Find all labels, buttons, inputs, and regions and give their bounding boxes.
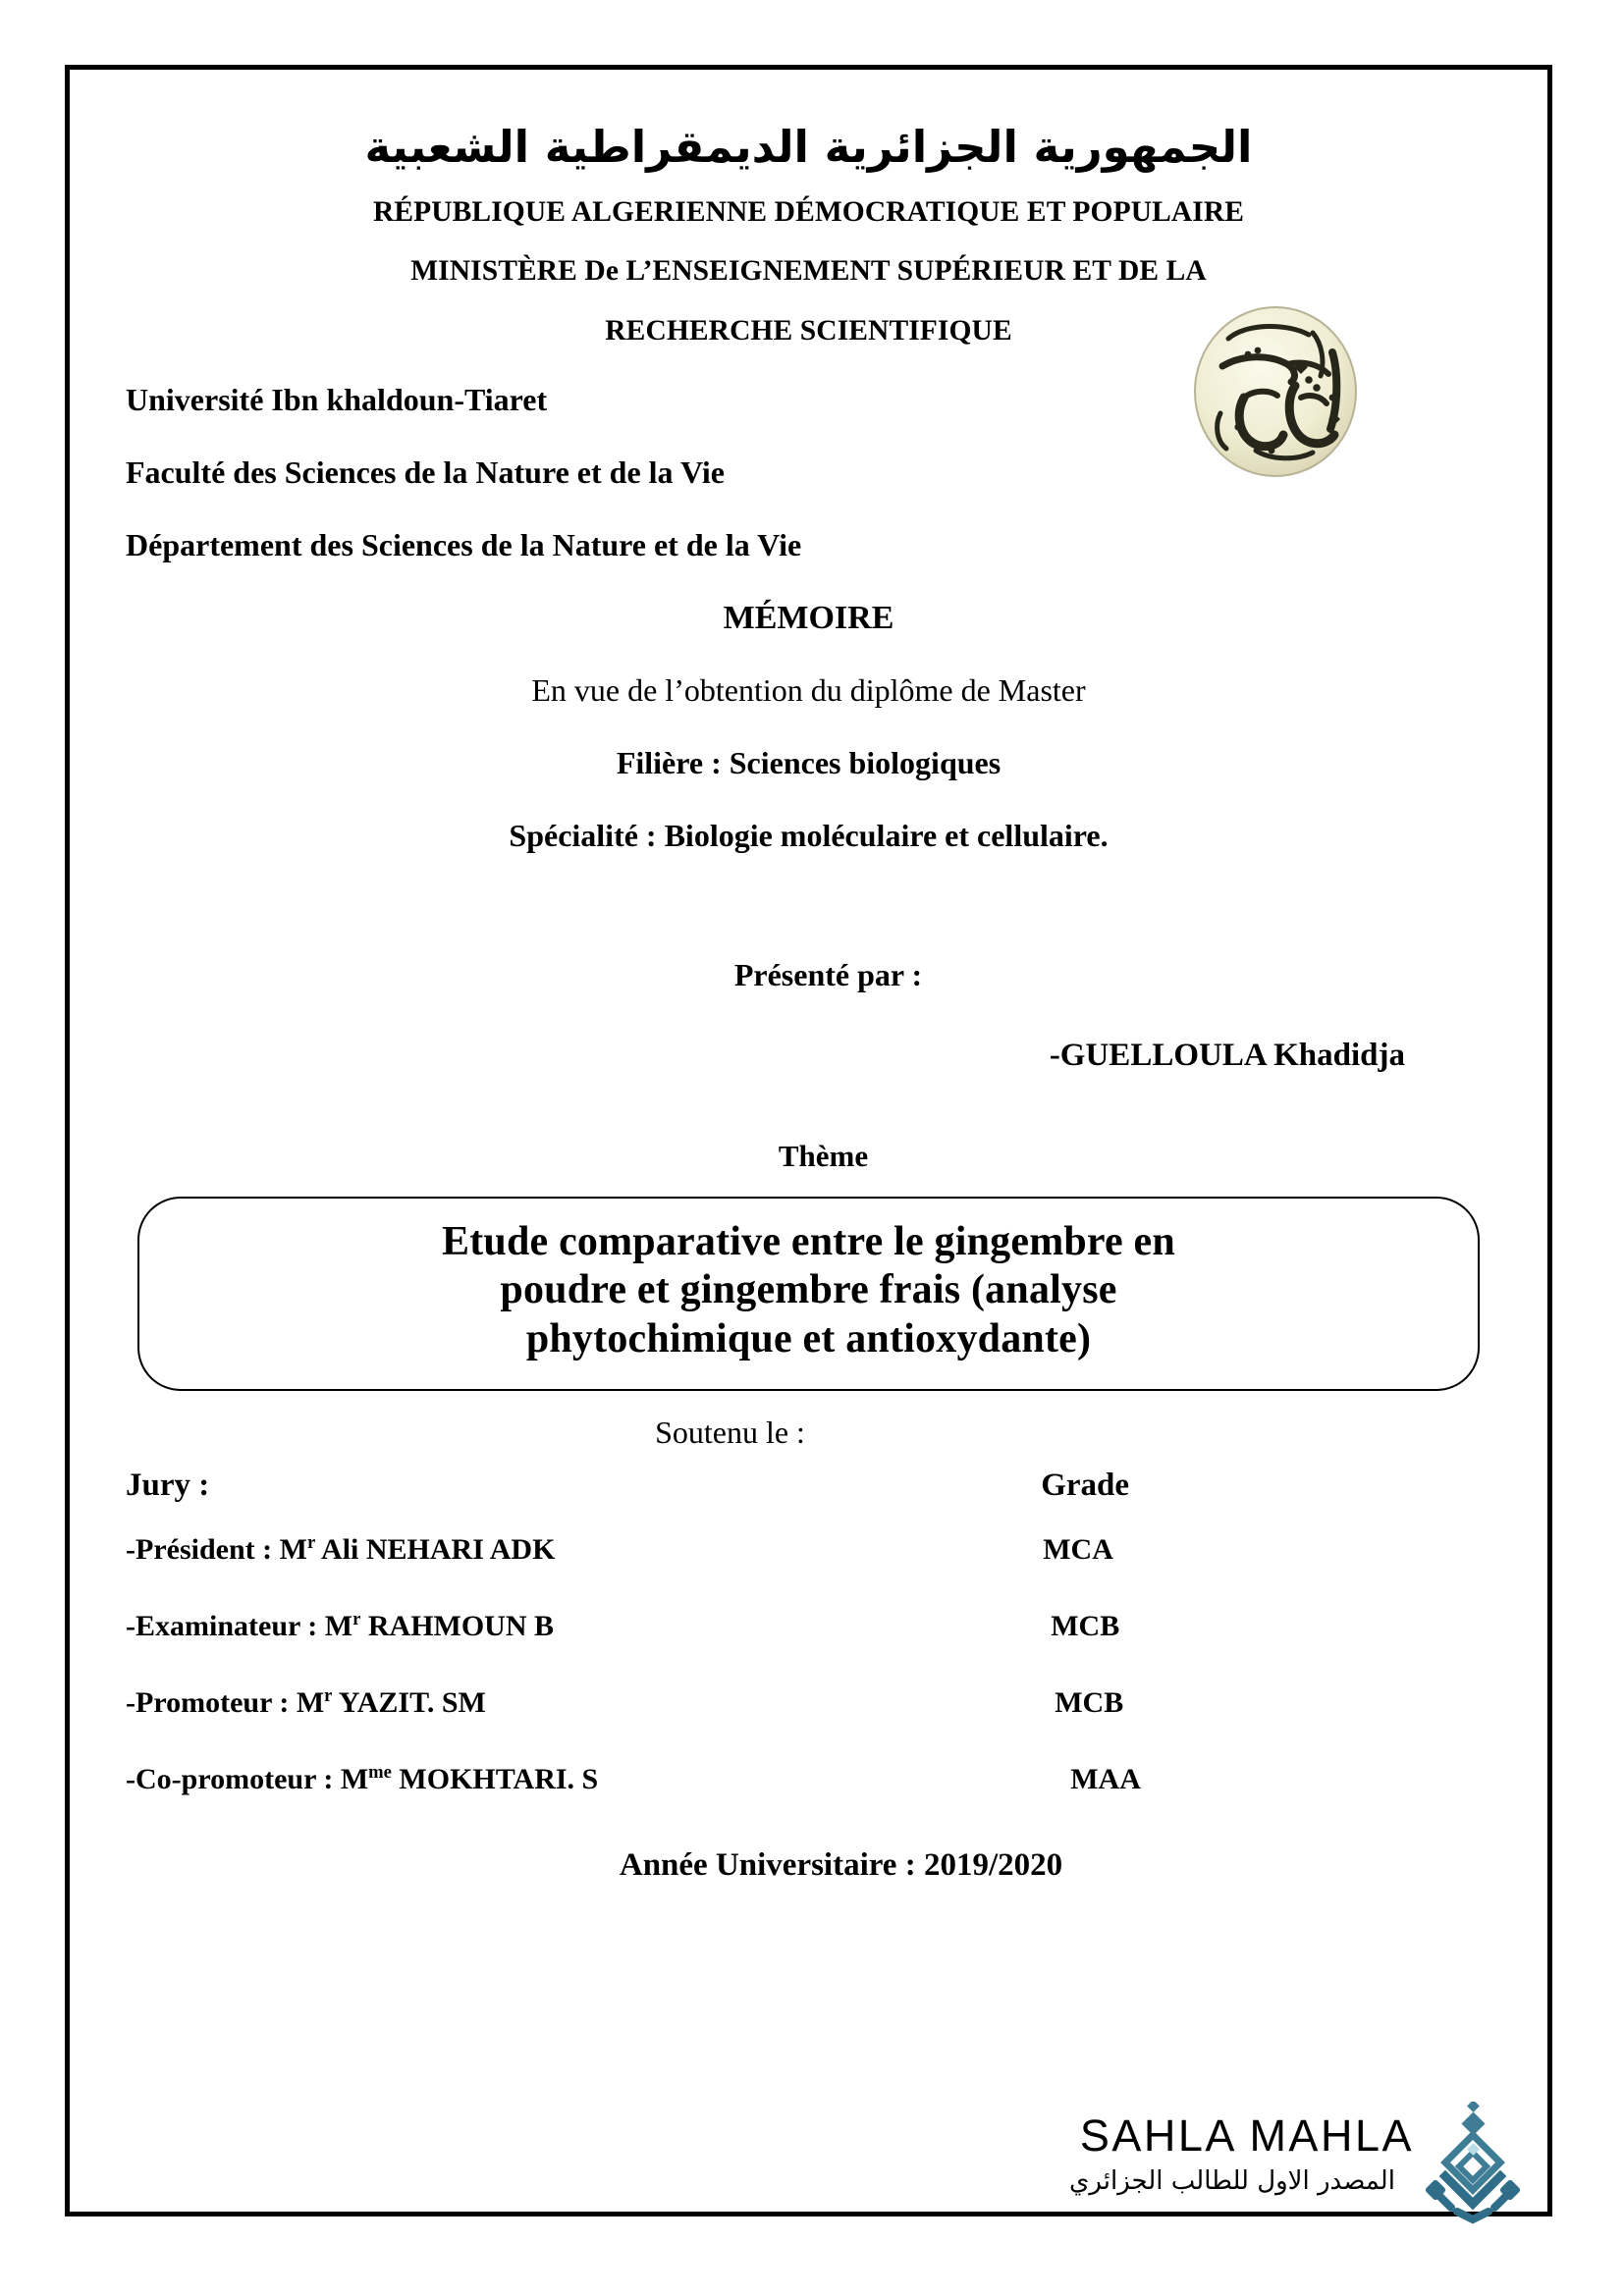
jury-role-promoteur-sup: r bbox=[324, 1685, 333, 1707]
jury-row-co-promoteur bbox=[126, 1718, 1491, 1794]
jury-role-examinateur bbox=[126, 1565, 1000, 1641]
degree-purpose: En vue de l’obtention du diplôme de Master bbox=[531, 671, 1086, 708]
cover-content bbox=[65, 65, 1552, 2216]
defense-date-label: Soutenu le : bbox=[655, 1415, 805, 1451]
jury-role-president-prefix: -Président : M bbox=[126, 1533, 307, 1567]
jury-grade-examinateur: MCB bbox=[1051, 1610, 1120, 1643]
jury-table-header-row bbox=[126, 1469, 1491, 1502]
jury-header-label: Jury : bbox=[126, 1468, 210, 1504]
faculty-name: Faculté des Sciences de la Nature et de la Vie bbox=[126, 454, 725, 490]
ministry-line-2: RECHERCHE SCIENTIFIQUE bbox=[605, 315, 1012, 347]
jury-grade-co-promoteur: MAA bbox=[1070, 1763, 1141, 1796]
presented-by-label: Présenté par : bbox=[733, 956, 923, 992]
jury-role-co-promoteur-sup: me bbox=[368, 1762, 392, 1784]
watermark-tagline-text: المصدر الاول للطالب الجزائري bbox=[1069, 2166, 1395, 2196]
jury-role-examinateur-sup: r bbox=[352, 1609, 361, 1630]
jury-role-promoteur-prefix: -Promoteur : M bbox=[126, 1686, 325, 1720]
jury-role-promoteur-suffix: YAZIT. SM bbox=[332, 1686, 486, 1720]
degree-specialite: Spécialité : Biologie moléculaire et cellulaire. bbox=[509, 817, 1109, 853]
jury-grade-promoteur: MCB bbox=[1055, 1686, 1124, 1720]
jury-row-promoteur bbox=[126, 1641, 1491, 1718]
jury-role-co-promoteur-suffix: MOKHTARI. S bbox=[391, 1763, 599, 1796]
sahla-mahla-logo-icon bbox=[1422, 2102, 1524, 2225]
jury-table bbox=[126, 1469, 1491, 1794]
jury-grade-president: MCA bbox=[1043, 1533, 1113, 1567]
jury-role-examinateur-suffix: RAHMOUN B bbox=[360, 1610, 555, 1643]
jury-row-examinateur bbox=[126, 1565, 1491, 1641]
author-name: -GUELLOULA Khadidja bbox=[1049, 1037, 1405, 1073]
jury-role-president-sup: r bbox=[306, 1532, 316, 1554]
thesis-title-line-2: poudre et gingembre frais (analyse bbox=[500, 1267, 1117, 1313]
jury-row-president bbox=[126, 1502, 1491, 1565]
arabic-republic-title: الجمهورية الجزائرية الديمقراطية الشعبية bbox=[364, 121, 1253, 173]
academic-year: Année Universitaire : 2019/2020 bbox=[619, 1847, 1063, 1884]
republic-line: RÉPUBLIQUE ALGERIENNE DÉMOCRATIQUE ET POPULAIRE bbox=[372, 196, 1245, 229]
grade-header-label: Grade bbox=[1041, 1468, 1130, 1504]
memoire-heading: MÉMOIRE bbox=[723, 599, 894, 636]
jury-role-co-promoteur-prefix: -Co-promoteur : M bbox=[126, 1763, 369, 1796]
jury-role-promoteur bbox=[126, 1641, 1000, 1718]
thesis-title-line-1: Etude comparative entre le gingembre en bbox=[442, 1218, 1175, 1264]
ministry-line-1: MINISTÈRE De L’ENSEIGNEMENT SUPÉRIEUR ET DE LA bbox=[410, 254, 1207, 287]
jury-role-president-suffix: Ali NEHARI ADK bbox=[315, 1533, 556, 1567]
jury-role-president bbox=[126, 1502, 1000, 1565]
theme-box bbox=[137, 1197, 1480, 1392]
theme-label: Thème bbox=[778, 1138, 869, 1173]
jury-role-examinateur-prefix: -Examinateur : M bbox=[126, 1610, 353, 1643]
university-name: Université Ibn khaldoun-Tiaret bbox=[126, 381, 548, 417]
sahla-mahla-watermark bbox=[1051, 2108, 1522, 2235]
jury-role-co-promoteur bbox=[126, 1718, 1000, 1794]
degree-filiere: Filière : Sciences biologiques bbox=[616, 744, 1001, 780]
department-name: Département des Sciences de la Nature et de la Vie bbox=[126, 526, 802, 562]
institution-block bbox=[126, 381, 1491, 562]
watermark-brand-text: SAHLA MAHLA bbox=[1079, 2110, 1414, 2161]
thesis-title-line-3: phytochimique et antioxydante) bbox=[525, 1315, 1092, 1362]
